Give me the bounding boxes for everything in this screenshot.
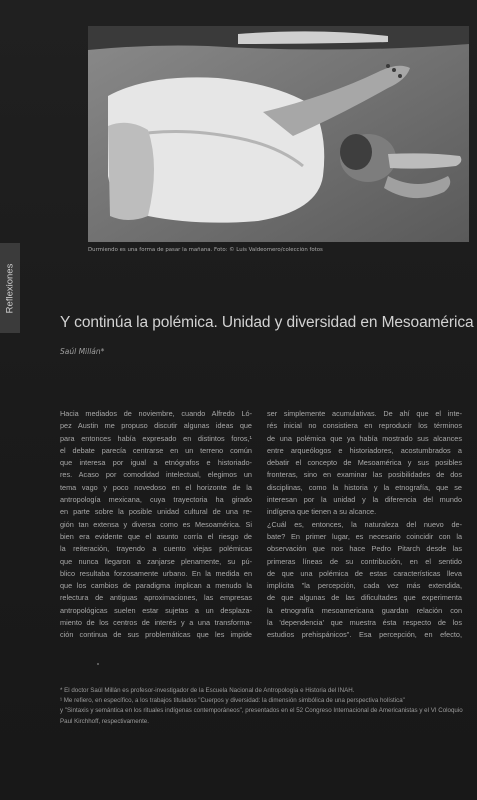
body-line: que los cambios de paradigma implican a menudo la [60,581,252,591]
article-photo [88,26,469,242]
body-line: ser simplemente acumulativas. De ahí que el inte- [267,409,462,418]
article-title: Y continúa la polémica. Unidad y diversidad en Mesoamérica [60,314,474,331]
body-line: debatir el concepto de Mesoamérica y sus posibles [267,458,462,468]
body-line: indígena que tienen a su alcance. [267,507,377,517]
body-line: primeras líneas de su contribución, en el sentido [267,556,462,566]
body-line: Hacia mediados de noviembre, cuando Alfredo Ló- [60,409,252,418]
body-line: pez Austin me propuso discutir algunas ideas que [60,421,252,431]
footnote-marker [97,663,99,665]
body-line: de que una polémica de estas características lleva [267,568,462,578]
body-line: en parte sobre la posible unidad cultural de una re- [60,507,252,517]
body-column-left [60,408,252,642]
body-line: ción continua de sus problemáticas que les impide [60,630,252,640]
body-line: res. Acaso por comodidad intelectual, elegimos un [60,470,252,480]
body-line: entre arqueólogos e historiadores, acostumbrados a [267,445,462,455]
body-line: miento de los centros de interés y a una transforma- [60,618,252,628]
section-label [1,250,19,326]
article-author: Saúl Millán* [60,347,105,356]
body-line: ¿Cuál es, entonces, la naturaleza del nuevo de- [267,519,462,529]
body-line: de que algunas de las dificultades que experimenta [267,593,462,603]
body-line: bate? En primer lugar, es necesario coincidir con la [267,531,462,541]
footnote: * El doctor Saúl Millán es profesor-investigador de la Escuela Nacional de Antropología e Historia del INAH. [60,687,355,694]
footnote: ¹ Me refiero, en específico, a los trabajos titulados "Cuerpos y diversidad: la dimensión simbólica de una perspectiva holística" [60,697,405,705]
body-line: relectura de antiguas aproximaciones, las empresas [60,593,252,603]
body-line: antropológicas suelen estar sujetas a un desplaza- [60,605,252,615]
body-line: la reiteración, trayendo a cuento viejas polémicas [60,544,252,554]
body-column-right [267,408,462,642]
body-line: la 'dependencia' que muestra ésta respecto de los [267,618,462,628]
body-line: el debate parecía centrarse en un terreno común [60,445,252,455]
body-line: disciplinas, como la historia y la etnografía, que se [267,482,462,492]
footnote: y "Sintaxis y semántica en los rituales indígenas contemporáneos", presentados en el 52 Congreso Internacional de Americanistas y el VI Coloquio Paul Kirchhoff, respectivamente. [60,707,463,725]
body-line: estudios prehispánicos". Esa percepción, en efecto, [267,630,462,640]
body-line: observación que nos hace Pedro Pitarch desde las [267,544,462,554]
body-line: que nunca llegaron a zanjarse plenamente, su pú- [60,556,252,566]
body-line: implícita "la percepción, cada vez más extendida, [267,581,462,591]
body-line: fronteras, sino en examinar las posibilidades de dos [267,470,462,480]
section-label-text: Reflexiones [4,263,16,313]
body-line: tema vago y poco novedoso en el horizonte de la [60,482,252,492]
body-line: la etnografía mesoamericana guardan relación con [267,605,462,615]
body-line: bien era evidente que el asunto corría el riesgo de [60,531,252,541]
sleeping-person-photo [88,26,469,242]
photo-caption: Durmiendo es una forma de pasar la mañana. Foto: © Luis Valdeomero/colección fotos [88,247,323,253]
body-line: gión tan extensa y diversa como es Mesoamérica. Si [60,519,252,529]
footnotes [60,686,465,727]
body-line: de una polémica que ya había mostrado sus alcances [267,433,462,443]
body-line: que interesa por igual a etnógrafos e historiado- [60,458,252,468]
body-line: para entonces había expresado en distintos foros,¹ [60,433,252,443]
body-line: blico resultaba forzosamente urbano. En la medida en [60,568,252,578]
body-line: antropología mexicana, cuya trayectoria ha girado [60,495,252,505]
body-line: rés inicial no consistiera en reproducir los términos [267,421,462,431]
body-line: interesan por la unidad y la diferencia del mundo [267,495,462,505]
